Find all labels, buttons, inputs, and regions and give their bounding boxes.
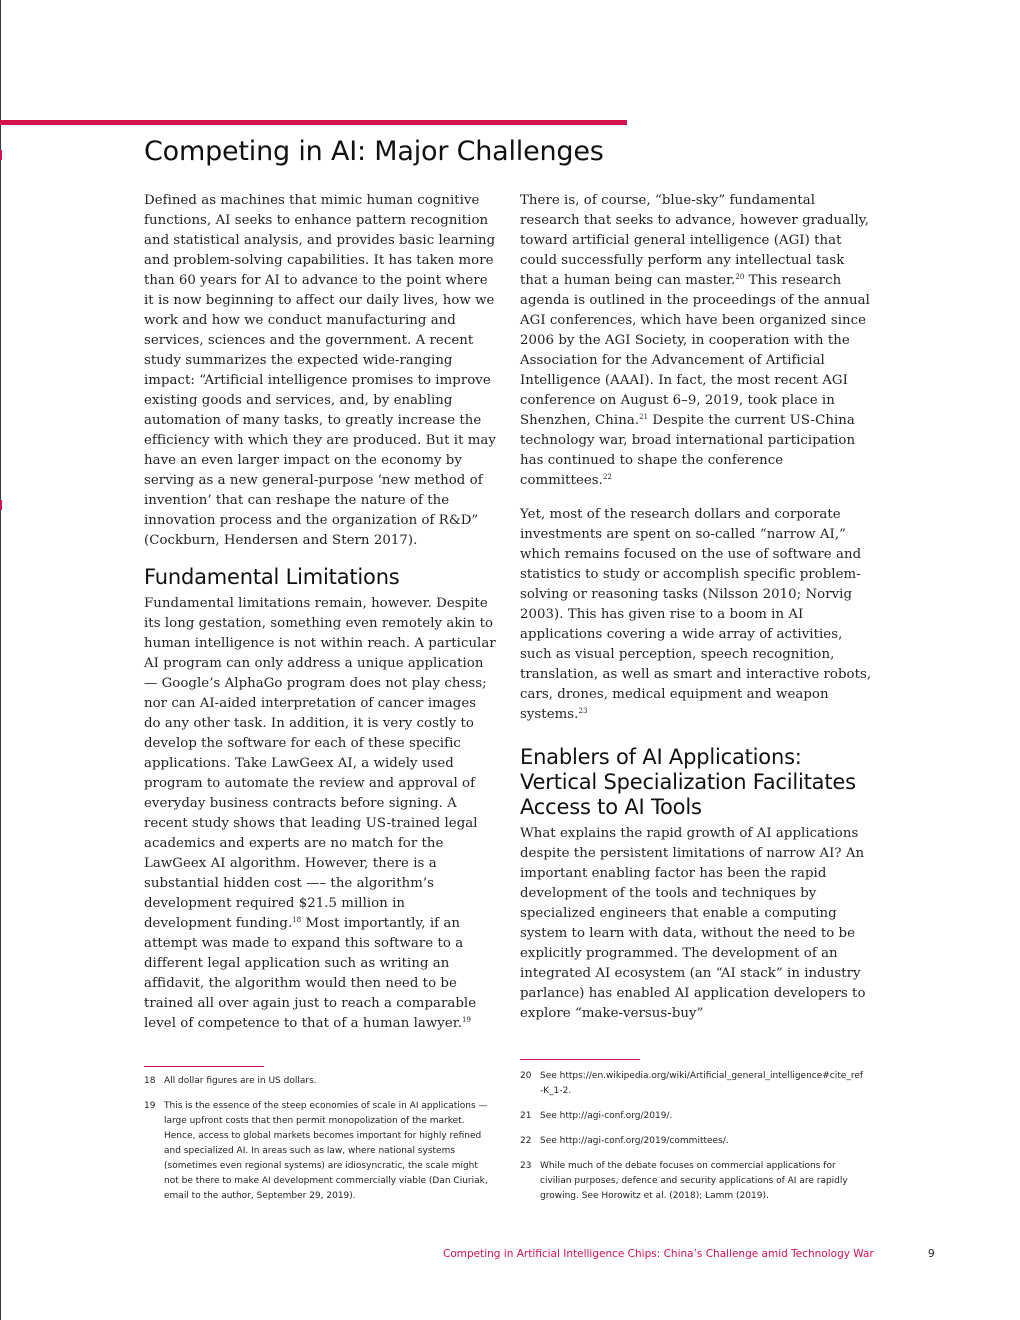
agi-text-part3: Despite the current US-China technology war, broad international participation has continued to shape the conference committees. — [520, 413, 856, 488]
narrow-ai-paragraph — [520, 505, 872, 725]
intro-paragraph: Defined as machines that mimic human cognitive functions, AI seeks to enhance pattern recognition and statistical analysis, and provides basic learning and problem-solving capabilities. It has taken more than 60 years for AI to advance to the point where it is now beginning to affect our daily lives, how we work and how we conduct manufacturing and services, sciences and the government. A recent study summarizes the expected wide-ranging impact: “Artificial intelligence promises to improve existing goods and services, and, by enabling automation of many tasks, to greatly increase the efficiency with which they are produced. But it may have an even larger impact on the economy by serving as a new general-purpose ‘new method of invention’ that can reshape the nature of the innovation process and the organization of R&D” (Cockburn, Hendersen and Stern 2017). — [144, 193, 496, 548]
footnote-item — [520, 1109, 865, 1124]
footnote-link-text[interactable]: See http://agi-conf.org/2019/committees/. — [540, 1136, 729, 1146]
left-column — [144, 191, 496, 1048]
footnote-number: 19 — [144, 1101, 156, 1111]
footnote-number: 23 — [520, 1161, 532, 1171]
limitations-paragraph — [144, 594, 496, 1034]
footnote-item — [144, 1074, 489, 1089]
footnote-number: 20 — [520, 1071, 532, 1081]
page-title: Competing in AI: Major Challenges — [144, 136, 604, 167]
section-heading-enablers: Enablers of AI Applications: Vertical Specialization Facilitates Access to AI Tools — [520, 745, 856, 819]
section-heading-fundamental-limitations: Fundamental Limitations — [144, 565, 400, 589]
footnote-ref-23[interactable]: 23 — [578, 707, 588, 715]
agi-text-part2: This research agenda is outlined in the proceedings of the annual AGI conferences, which have been organized since 2006 by the AGI Society, in cooperation with the Association for the Advancement of Artificial Intelligence (AAAI). In fact, the most recent AGI conference on August 6–9, 2019, took place in Shenzhen, China. — [520, 273, 870, 428]
footnote-number: 22 — [520, 1136, 532, 1146]
footnotes-left — [144, 1074, 489, 1214]
footnote-item — [520, 1069, 865, 1099]
footnote-number: 18 — [144, 1076, 156, 1086]
footnote-item — [520, 1134, 865, 1149]
edge-mark — [0, 150, 2, 160]
footnote-ref-21[interactable]: 21 — [639, 413, 649, 421]
footnote-link-text[interactable]: See http://agi-conf.org/2019/. — [540, 1111, 673, 1121]
agi-paragraph — [520, 191, 872, 491]
footnote-ref-19[interactable]: 19 — [462, 1016, 472, 1024]
page-number: 9 — [928, 1248, 935, 1260]
edge-mark — [0, 500, 2, 510]
footnote-item — [144, 1099, 489, 1204]
footnote-ref-18[interactable]: 18 — [292, 916, 302, 924]
limitations-text-part1: Fundamental limitations remain, however. Despite its long gestation, something even remotely akin to human intelligence is not within reach. A particular AI program can only address a unique application — Google’s AlphaGo program does not play chess; nor can AI-aided interpretation of cancer images do any other task. In addition, it is very costly to develop the software for each of these specific applications. Take LawGeex AI, a widely used program to automate the review and approval of everyday business contracts before signing. A recent study shows that leading US-trained legal academics and experts are no match for the LawGeex AI algorithm. However, there is a substantial hidden cost —– the algorithm’s development required $21.5 million in development funding. — [144, 596, 496, 931]
enablers-paragraph: What explains the rapid growth of AI applications despite the persistent limitations of narrow AI? An important enabling factor has been the rapid development of the tools and techniques by specialized engineers that enable a computing system to learn with data, without the need to be explicitly programmed. The development of an integrated AI ecosystem (an “AI stack” in industry parlance) has enabled AI application developers to explore “make-versus-buy” — [520, 826, 866, 1021]
footnote-text: While much of the debate focuses on commercial applications for civilian purposes, defence and security applications of AI are rapidly growing. See Horowitz et al. (2018); Lamm (2019). — [540, 1161, 848, 1201]
running-footer-title: Competing in Artificial Intelligence Chips: China’s Challenge amid Technology War — [443, 1248, 874, 1260]
narrow-ai-text: Yet, most of the research dollars and corporate investments are spent on so-called “narrow AI,” which remains focused on the use of software and statistics to study or accomplish specific problem-solving or reasoning tasks (Nilsson 2010; Norvig 2003). This has given rise to a boom in AI applications covering a wide array of activities, such as visual perception, speech recognition, translation, as well as smart and interactive robots, cars, drones, medical equipment and weapon systems. — [520, 507, 872, 722]
footnote-ref-22[interactable]: 22 — [602, 473, 612, 481]
footnote-item — [520, 1159, 865, 1204]
footnote-text: This is the essence of the steep economies of scale in AI applications — large upfront costs that then permit monopolization of the market. Hence, access to global markets becomes important for highly refined and specialized AI. In areas such as law, where national systems (sometimes even regional systems) are idiosyncratic, the scale might not be there to make AI development commercially viable (Dan Ciuriak, email to the author, September 29, 2019). — [164, 1101, 488, 1201]
footnote-number: 21 — [520, 1111, 532, 1121]
footnotes-right — [520, 1069, 865, 1214]
footnote-divider-left — [144, 1066, 264, 1067]
title-accent-rule — [0, 120, 627, 125]
footnote-text: All dollar figures are in US dollars. — [164, 1076, 317, 1086]
right-column — [520, 191, 872, 1038]
footnote-ref-20[interactable]: 20 — [735, 273, 745, 281]
footnote-link-text[interactable]: See https://en.wikipedia.org/wiki/Artificial_general_intelligence#cite_ref-K_1-2. — [540, 1071, 864, 1096]
agi-text-part1: There is, of course, “blue-sky” fundamental research that seeks to advance, however gradually, toward artificial general intelligence (AGI) that could successfully perform any intellectual task that a human being can master. — [520, 193, 869, 288]
footnote-divider-right — [520, 1059, 640, 1060]
page-edge — [0, 0, 1, 1320]
limitations-text-part2: Most importantly, if an attempt was made to expand this software to a different legal application such as writing an affidavit, the algorithm would then need to be trained all over again just to reach a comparable level of competence to that of a human lawyer. — [144, 916, 477, 1031]
